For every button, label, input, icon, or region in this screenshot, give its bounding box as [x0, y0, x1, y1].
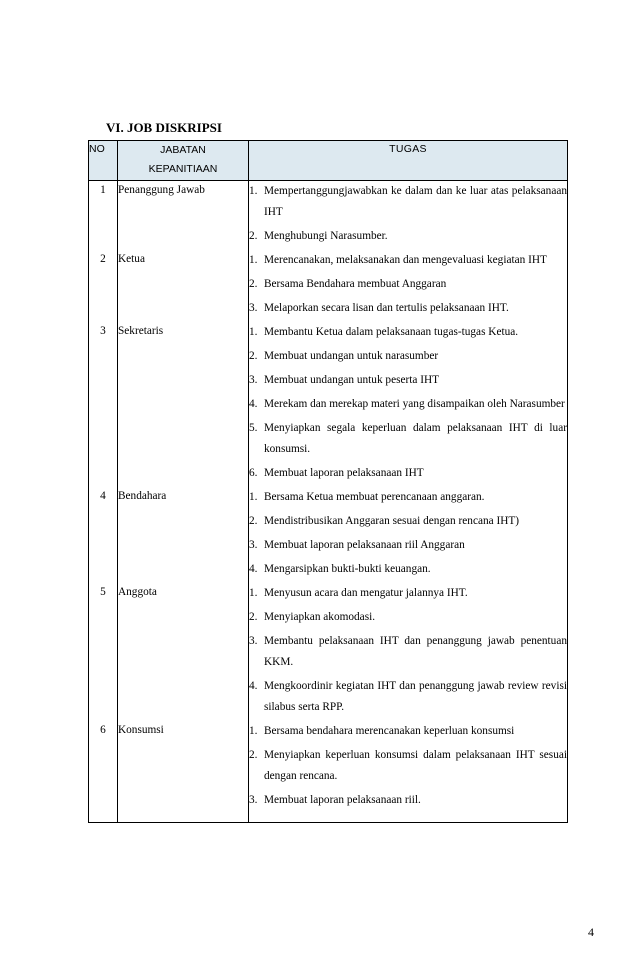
row-number: 5	[89, 583, 118, 721]
page-number: 4	[588, 925, 594, 939]
task-text: Membantu Ketua dalam pelaksanaan tugas-tugas Ketua.	[264, 325, 519, 338]
row-number: 3	[89, 322, 118, 487]
task-text: Membuat laporan pelaksanaan IHT	[264, 466, 424, 479]
task-text: Melaporkan secara lisan dan tertulis pelaksanaan IHT.	[264, 301, 509, 314]
task-number: 1.	[249, 490, 258, 503]
task-item	[249, 181, 567, 223]
row-tugas	[249, 322, 568, 487]
task-item	[249, 607, 567, 628]
task-item	[249, 370, 567, 391]
table-row	[89, 487, 568, 583]
task-text: Mendistribusikan Anggaran sesuai dengan rencana IHT)	[264, 514, 520, 527]
task-item	[249, 583, 567, 604]
row-jabatan: Penanggung Jawab	[118, 180, 249, 250]
task-item	[249, 418, 567, 460]
row-number: 2	[89, 250, 118, 322]
task-list	[249, 181, 567, 247]
header-jabatan-line2: KEPANITIAAN	[148, 163, 218, 176]
task-number: 1.	[249, 184, 258, 197]
table-row	[89, 721, 568, 823]
task-item	[249, 631, 567, 673]
task-text: Bersama Bendahara membuat Anggaran	[264, 277, 447, 290]
task-list	[249, 487, 567, 580]
section-title: VI. JOB DISKRIPSI	[106, 120, 222, 135]
task-number: 2.	[249, 610, 258, 623]
row-tugas	[249, 180, 568, 250]
task-text: Membuat undangan untuk narasumber	[264, 349, 439, 362]
task-text: Merekam dan merekap materi yang disampaikan oleh Narasumber	[264, 397, 565, 410]
header-no: NO	[89, 141, 118, 181]
task-item	[249, 298, 567, 319]
task-list	[249, 322, 567, 484]
task-text: Membuat laporan pelaksanaan riil.	[264, 793, 421, 806]
task-number: 2.	[249, 748, 258, 761]
task-text: Bersama Ketua membuat perencanaan anggaran.	[264, 490, 485, 503]
task-text: Menyiapkan segala keperluan dalam pelaksanaan IHT di luar konsumsi.	[264, 421, 567, 455]
task-number: 6.	[249, 466, 258, 479]
task-item	[249, 226, 567, 247]
header-jabatan	[118, 141, 249, 181]
job-description-table	[88, 140, 568, 823]
task-number: 2.	[249, 349, 258, 362]
task-item	[249, 322, 567, 343]
task-number: 1.	[249, 724, 258, 737]
task-text: Menyiapkan akomodasi.	[264, 610, 376, 623]
task-item	[249, 511, 567, 532]
task-list	[249, 250, 567, 319]
task-number: 3.	[249, 793, 258, 806]
task-number: 2.	[249, 514, 258, 527]
task-item	[249, 274, 567, 295]
task-item	[249, 463, 567, 484]
task-number: 4.	[249, 562, 258, 575]
task-text: Mengarsipkan bukti-bukti keuangan.	[264, 562, 431, 575]
row-jabatan: Bendahara	[118, 487, 249, 583]
task-number: 1.	[249, 586, 258, 599]
task-list	[249, 721, 567, 811]
task-text: Merencanakan, melaksanakan dan mengevaluasi kegiatan IHT	[264, 253, 547, 266]
task-number: 2.	[249, 277, 258, 290]
table-header-row	[89, 141, 568, 181]
row-number: 6	[89, 721, 118, 823]
task-item	[249, 745, 567, 787]
task-number: 2.	[249, 229, 258, 242]
task-text: Menyiapkan keperluan konsumsi dalam pelaksanaan IHT sesuai dengan rencana.	[264, 748, 567, 782]
task-item	[249, 559, 567, 580]
task-text: Mempertanggungjawabkan ke dalam dan ke luar atas pelaksanaan IHT	[264, 184, 567, 218]
row-tugas	[249, 250, 568, 322]
task-item	[249, 394, 567, 415]
row-tugas	[249, 721, 568, 823]
row-jabatan: Anggota	[118, 583, 249, 721]
task-item	[249, 250, 567, 271]
task-item	[249, 721, 567, 742]
task-item	[249, 790, 567, 811]
task-text: Bersama bendahara merencanakan keperluan konsumsi	[264, 724, 515, 737]
header-jabatan-line1: JABATAN	[160, 144, 206, 156]
task-item	[249, 487, 567, 508]
task-number: 3.	[249, 538, 258, 551]
row-jabatan: Konsumsi	[118, 721, 249, 823]
task-item	[249, 535, 567, 556]
table-row	[89, 250, 568, 322]
task-number: 4.	[249, 397, 258, 410]
task-text: Menyusun acara dan mengatur jalannya IHT.	[264, 586, 468, 599]
header-tugas: TUGAS	[249, 141, 568, 181]
task-number: 5.	[249, 421, 258, 434]
task-text: Membuat undangan untuk peserta IHT	[264, 373, 440, 386]
task-text: Membantu pelaksanaan IHT dan penanggung jawab penentuan KKM.	[264, 634, 567, 668]
row-number: 1	[89, 180, 118, 250]
task-item	[249, 346, 567, 367]
task-number: 1.	[249, 325, 258, 338]
task-number: 3.	[249, 634, 258, 647]
task-text: Menghubungi Narasumber.	[264, 229, 388, 242]
row-number: 4	[89, 487, 118, 583]
row-jabatan: Ketua	[118, 250, 249, 322]
row-tugas	[249, 583, 568, 721]
row-jabatan: Sekretaris	[118, 322, 249, 487]
task-item	[249, 676, 567, 718]
task-number: 4.	[249, 679, 258, 692]
task-text: Membuat laporan pelaksanaan riil Anggaran	[264, 538, 465, 551]
table-row	[89, 322, 568, 487]
task-number: 1.	[249, 253, 258, 266]
task-number: 3.	[249, 373, 258, 386]
task-number: 3.	[249, 301, 258, 314]
task-text: Mengkoordinir kegiatan IHT dan penanggung jawab review revisi silabus serta RPP.	[264, 679, 567, 713]
table-row	[89, 180, 568, 250]
row-tugas	[249, 487, 568, 583]
task-list	[249, 583, 567, 718]
table-row	[89, 583, 568, 721]
